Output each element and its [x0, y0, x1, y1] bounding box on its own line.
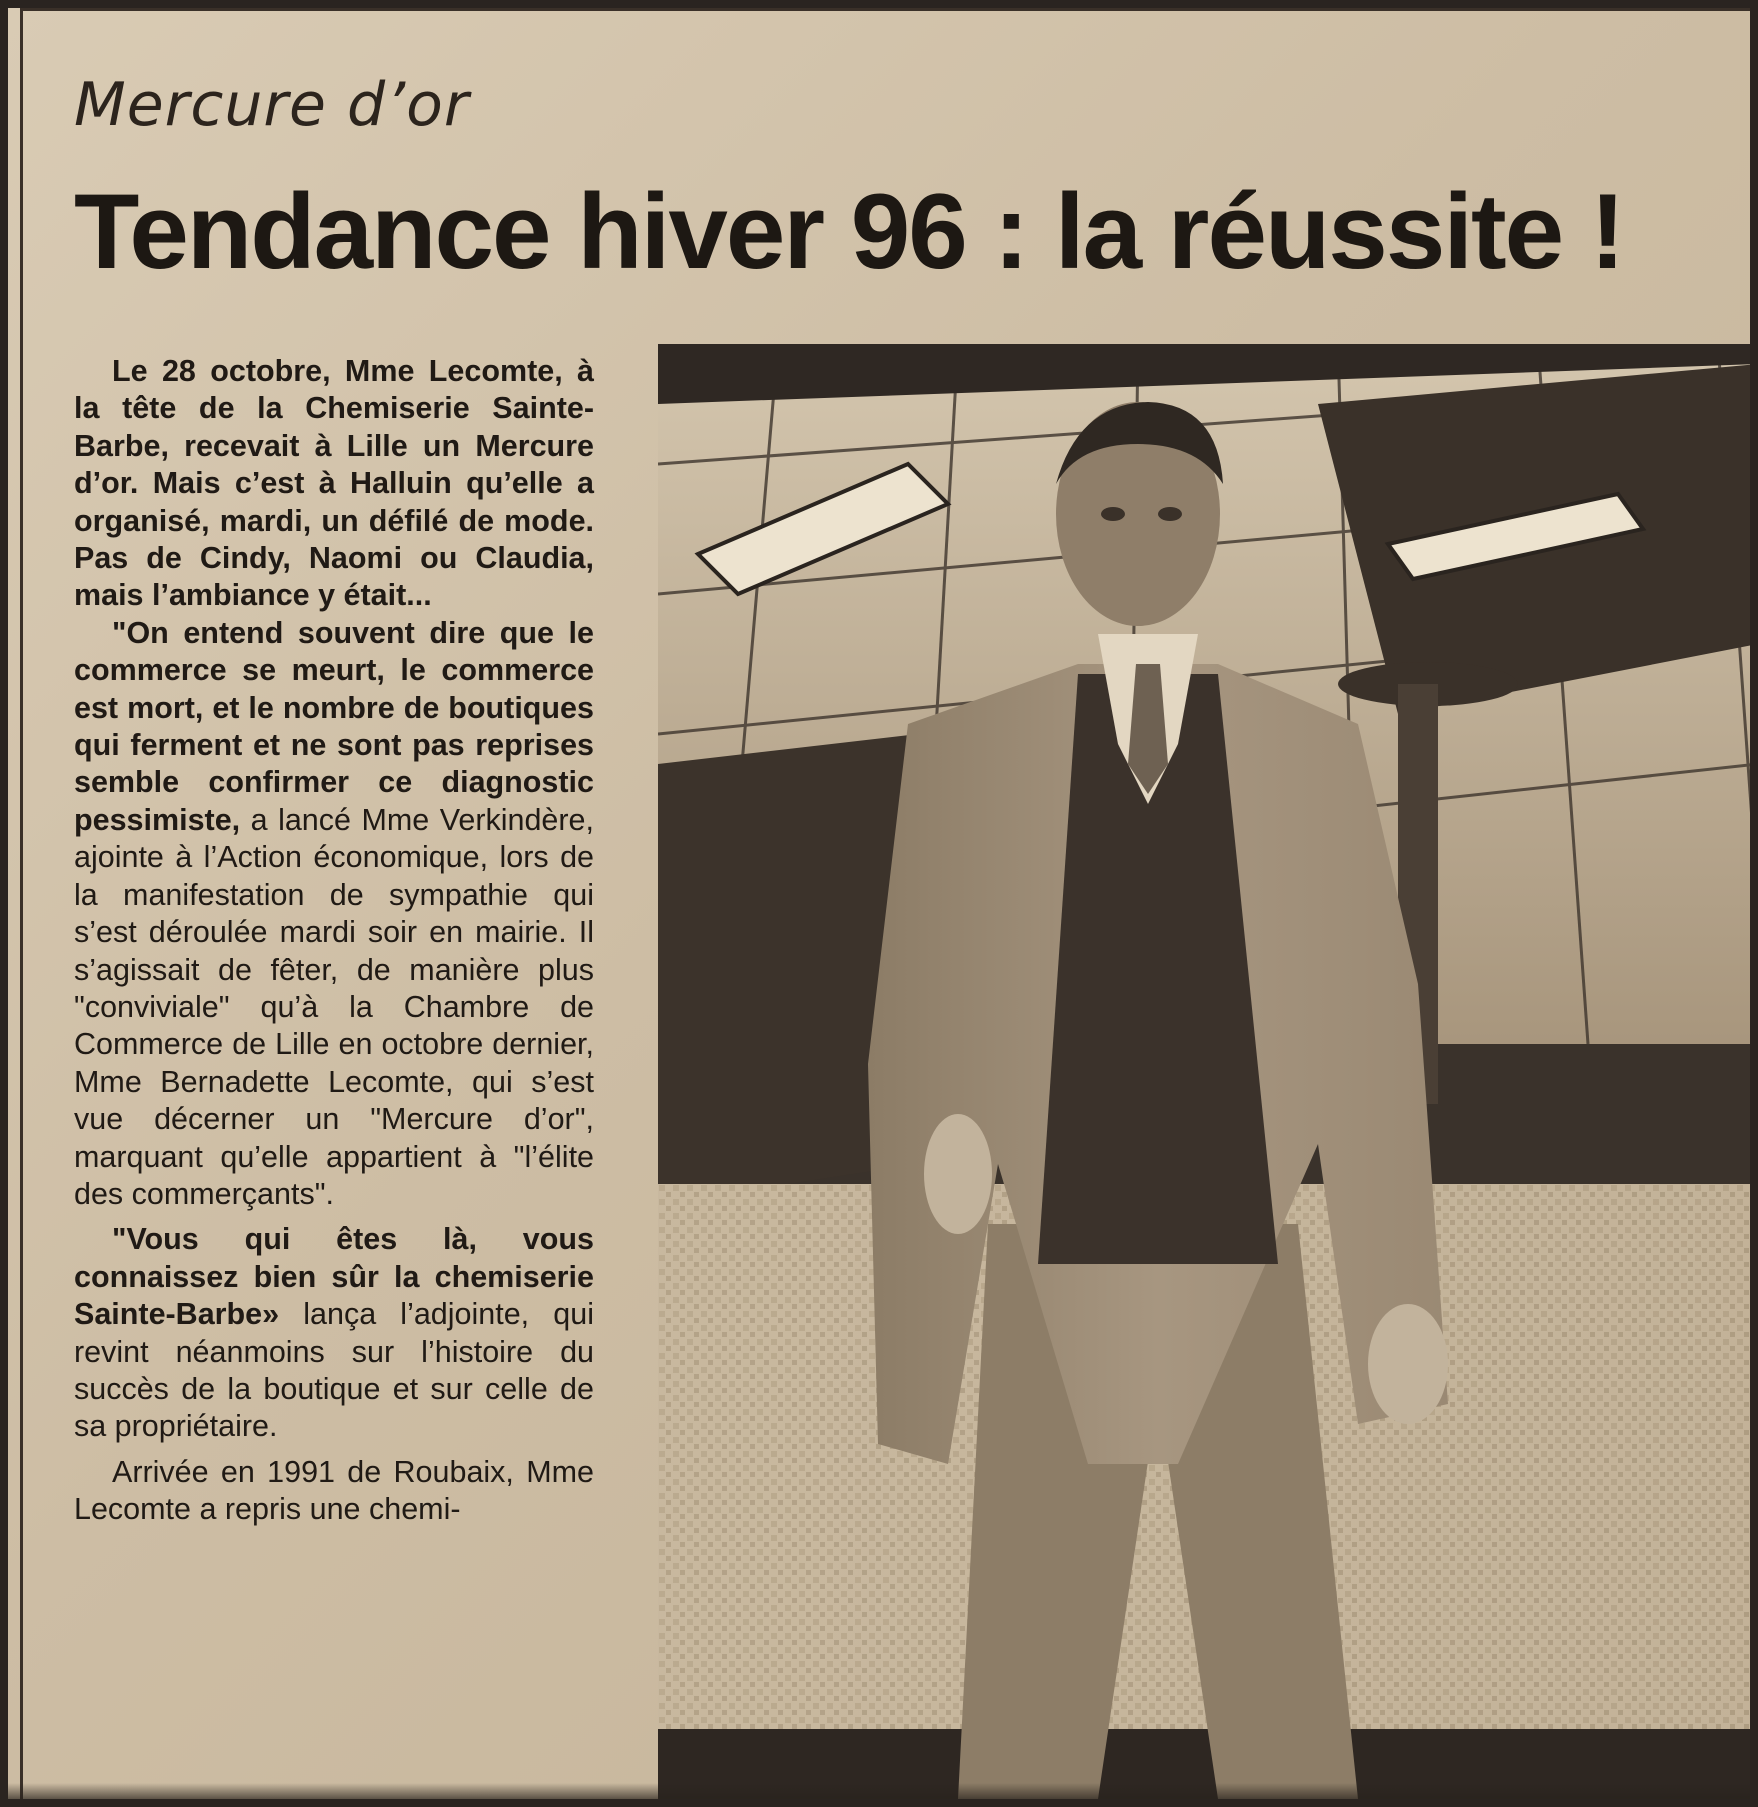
article-kicker: Mercure d’or: [74, 70, 470, 140]
page-fold-shadow: [8, 1783, 1750, 1799]
article-photo: [658, 344, 1750, 1799]
paragraph-text: Arrivée en 1991 de Roubaix, Mme Lecomte a repris une chemi-: [74, 1454, 594, 1527]
paragraph-text: a lancé Mme Verkindère, ajointe à l’Action économique, lors de la manifestation de sympathie qui s’est déroulée mardi soir en mairie. Il s’agissait de fêter, de manière plus "conviviale" qu’à la Chambre de Commerce de Lille en octobre dernier, Mme Bernadette Lecomte, qui s’est vue décerner un "Mercure d’or", marquant qu’elle appartient à "l’élite des commerçants".: [74, 802, 594, 1211]
article-headline: Tendance hiver 96 : la réussite !: [74, 171, 1624, 291]
fashion-show-photo: [658, 344, 1750, 1799]
paragraph-lead: Le 28 octobre, Mme Lecomte, à la tête de la Chemiserie Sainte-Barbe, recevait à Lille un Mercure d’or. Mais c’est à Halluin qu’elle a organisé, mardi, un défilé de mode. Pas de Cindy, Naomi ou Claudia, mais l’ambiance y était...: [74, 354, 594, 613]
article-body: [74, 353, 594, 1529]
article-paragraph: [74, 1454, 594, 1529]
paragraph-text: lança l’adjointe, qui revint néanmoins sur l’histoire du succès de la boutique et sur celle de sa propriétaire.: [74, 1297, 594, 1444]
article-paragraph: [74, 1221, 594, 1445]
newspaper-clipping: [8, 8, 1750, 1799]
paragraph-lead: "Vous qui êtes là, vous connaissez bien sûr la chemiserie Sainte-Barbe»: [74, 1222, 594, 1332]
paragraph-lead: "On entend souvent dire que le commerce se meurt, le commerce est mort, et le nombre de boutiques qui ferment et ne sont pas reprises semble confirmer ce diagnostic pessimiste,: [74, 615, 594, 837]
article-paragraph: [74, 615, 594, 1214]
article-paragraph: [74, 353, 594, 615]
